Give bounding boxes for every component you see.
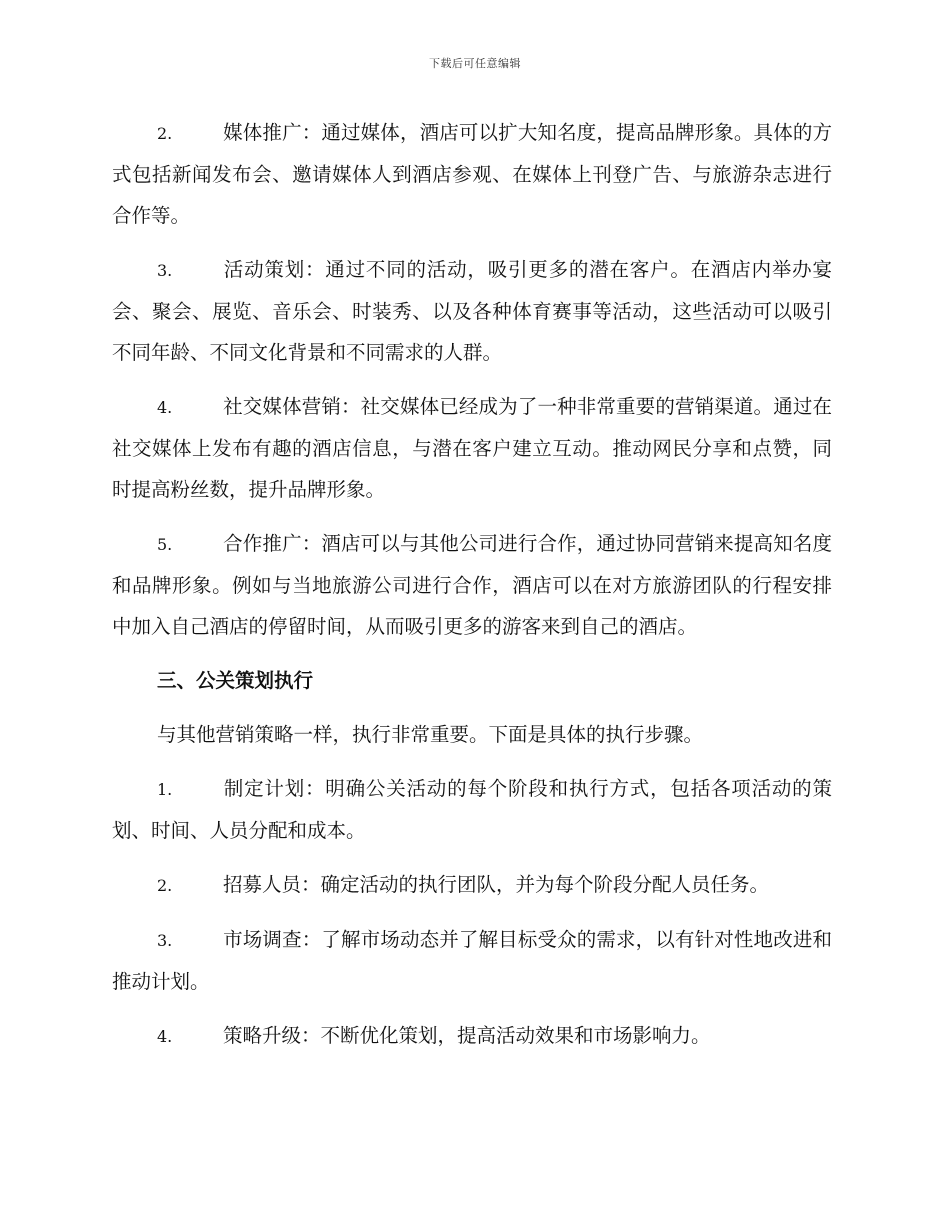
item-text: 市场调查：了解市场动态并了解目标受众的需求，以有针对性地改进和推动计划。	[112, 928, 832, 993]
item-number: 2.	[157, 124, 173, 143]
item-number: 1.	[157, 780, 173, 799]
list-item	[112, 864, 832, 906]
item-number: 2.	[157, 876, 173, 895]
item-text: 社交媒体营销：社交媒体已经成为了一种非常重要的营销渠道。通过在社交媒体上发布有趣的酒店信息，与潜在客户建立互动。推动网民分享和点赞，同时提高粉丝数，提升品牌形象。	[112, 395, 832, 501]
list-item	[112, 386, 832, 510]
item-number: 3.	[157, 261, 173, 280]
item-number: 4.	[157, 1027, 173, 1046]
document-body	[112, 112, 832, 1070]
list-item	[112, 523, 832, 647]
list-item	[112, 1015, 832, 1057]
section-heading: 三、公关策划执行	[157, 669, 314, 692]
list-item	[112, 249, 832, 373]
list-item	[112, 768, 832, 851]
item-number: 3.	[157, 931, 173, 950]
item-text: 招募人员：确定活动的执行团队，并为每个阶段分配人员任务。	[223, 873, 770, 896]
item-text: 媒体推广：通过媒体，酒店可以扩大知名度，提高品牌形象。具体的方式包括新闻发布会、邀请媒体人到酒店参观、在媒体上刊登广告、与旅游杂志进行合作等。	[112, 121, 832, 227]
item-number: 5.	[157, 535, 173, 554]
item-text: 活动策划：通过不同的活动，吸引更多的潜在客户。在酒店内举办宴会、聚会、展览、音乐会、时装秀、以及各种体育赛事等活动，这些活动可以吸引不同年龄、不同文化背景和不同需求的人群。	[112, 258, 832, 364]
list-item	[112, 919, 832, 1002]
item-text: 制定计划：明确公关活动的每个阶段和执行方式，包括各项活动的策划、时间、人员分配和成本。	[112, 777, 832, 842]
item-text: 合作推广：酒店可以与其他公司进行合作，通过协同营销来提高知名度和品牌形象。例如与当地旅游公司进行合作，酒店可以在对方旅游团队的行程安排中加入自己酒店的停留时间，从而吸引更多的游客来到自己的酒店。	[112, 532, 832, 638]
header-note: 下载后可任意编辑	[429, 57, 521, 70]
item-text: 策略升级：不断优化策划，提高活动效果和市场影响力。	[223, 1024, 711, 1047]
section-intro: 与其他营销策略一样，执行非常重要。下面是具体的执行步骤。	[157, 723, 704, 746]
item-number: 4.	[157, 398, 173, 417]
list-item	[112, 112, 832, 236]
